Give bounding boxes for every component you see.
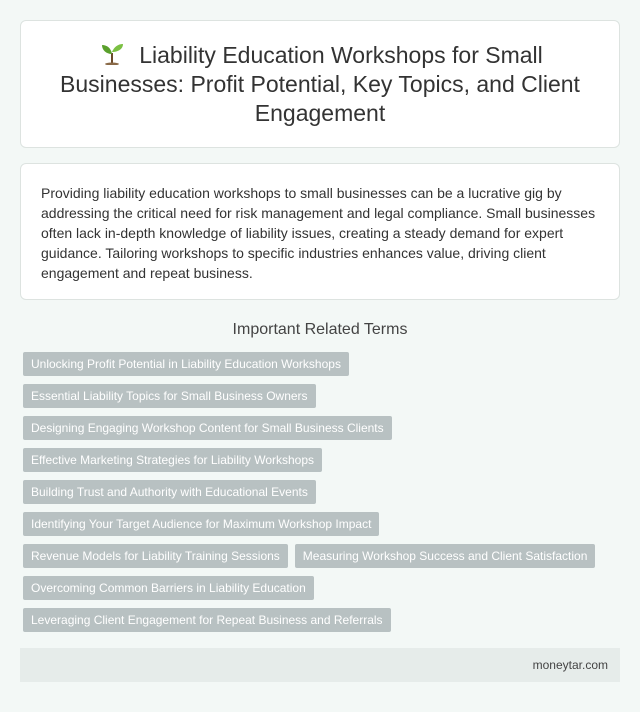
related-term-tag[interactable]: Building Trust and Authority with Educational Events xyxy=(23,480,316,504)
related-terms-heading: Important Related Terms xyxy=(232,321,408,338)
related-terms-list xyxy=(20,352,620,640)
page-title xyxy=(49,41,591,128)
related-term-tag[interactable]: Unlocking Profit Potential in Liability Education Workshops xyxy=(23,352,349,376)
related-term-tag[interactable]: Measuring Workshop Success and Client Satisfaction xyxy=(295,544,596,568)
related-term-tag[interactable]: Essential Liability Topics for Small Business Owners xyxy=(23,384,316,408)
related-term-tag[interactable]: Revenue Models for Liability Training Sessions xyxy=(23,544,288,568)
footer-site-link[interactable]: moneytar.com xyxy=(532,658,608,672)
related-term-tag[interactable]: Designing Engaging Workshop Content for Small Business Clients xyxy=(23,416,392,440)
related-term-tag[interactable]: Identifying Your Target Audience for Maximum Workshop Impact xyxy=(23,512,379,536)
related-term-tag[interactable]: Overcoming Common Barriers in Liability Education xyxy=(23,576,314,600)
related-term-tag[interactable]: Leveraging Client Engagement for Repeat Business and Referrals xyxy=(23,608,391,632)
intro-card xyxy=(20,163,620,300)
title-card xyxy=(20,20,620,148)
footer xyxy=(20,648,620,682)
intro-paragraph: Providing liability education workshops to small businesses can be a lucrative gig by addressing the critical need for risk management and legal compliance. Small businesses often lack in-depth knowledge of liability issues, creating a steady demand for expert guidance. Tailoring workshops to specific industries enhances value, driving client engagement and repeat business. xyxy=(41,185,596,281)
seedling-icon xyxy=(97,43,127,65)
related-term-tag[interactable]: Effective Marketing Strategies for Liability Workshops xyxy=(23,448,322,472)
title-text: Liability Education Workshops for Small Businesses: Profit Potential, Key Topics, and Client Engagement xyxy=(60,41,580,126)
